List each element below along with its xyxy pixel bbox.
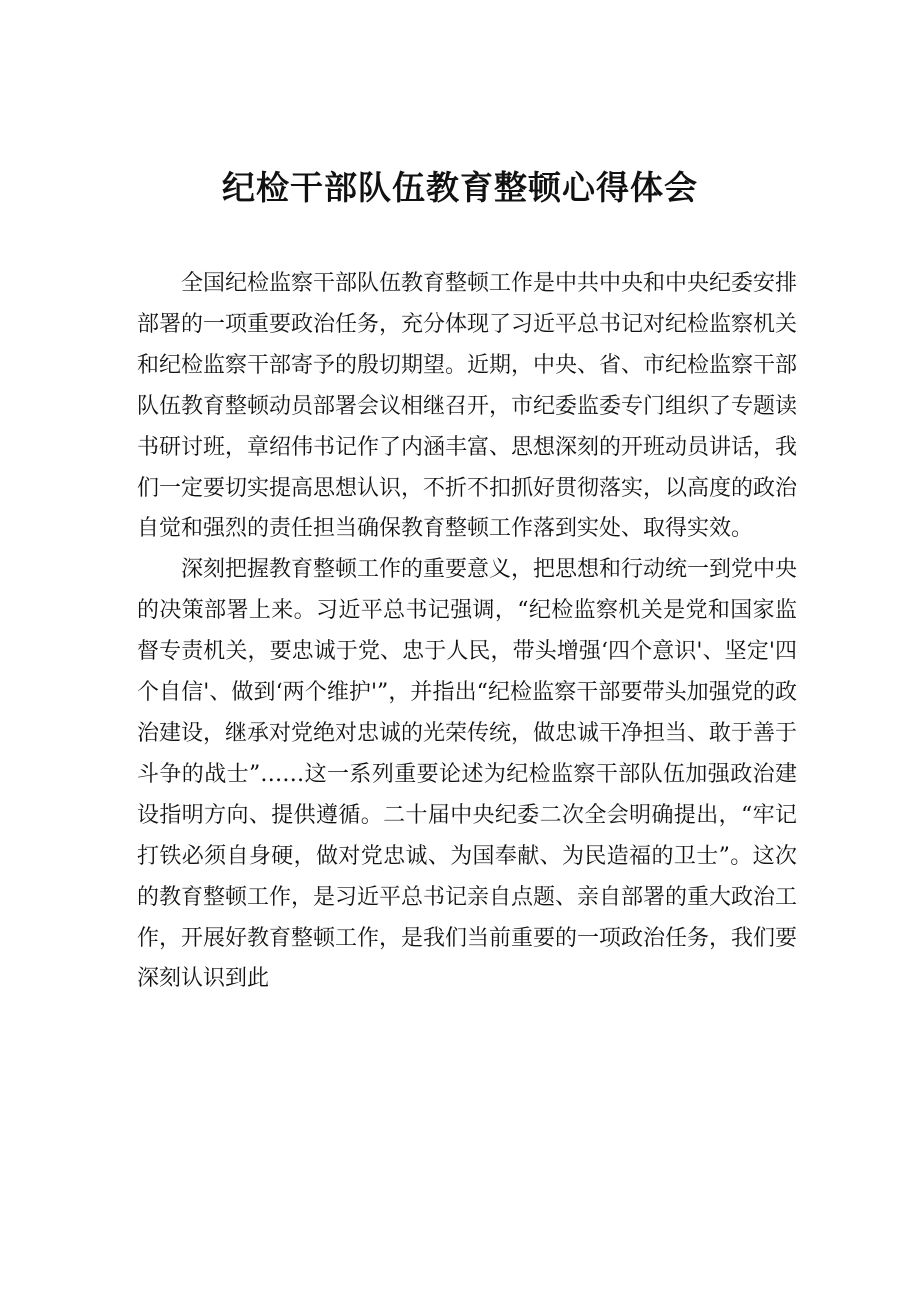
paragraph: 深刻把握教育整顿工作的重要意义，把思想和行动统一到党中央的决策部署上来。习近平总书记强调，“纪检监察机关是党和国家监督专责机关，要忠诚于党、忠于人民，带头增强‘四个意识'、坚定'四个自信'、做到‘两个维护'”，并指出“纪检监察干部要带头加强党的政治建设，继承对党绝对忠诚的光荣传统，做忠诚干净担当、敢于善于斗争的战士”……这一系列重要论述为纪检监察干部队伍加强政治建设指明方向、提供遵循。二十届中央纪委二次全会明确提出，“牢记打铁必须自身硬，做对党忠诚、为国奉献、为民造福的卫士”。这次的教育整顿工作，是习近平总书记亲自点题、亲自部署的重大政治工作，开展好教育整顿工作，是我们当前重要的一项政治任务，我们要深刻认识到此 [137,557,798,992]
paragraph: 全国纪检监察干部队伍教育整顿工作是中共中央和中央纪委安排部署的一项重要政治任务，充分体现了习近平总书记对纪检监察机关和纪检监察干部寄予的殷切期望。近期，中央、省、市纪检监察干部队伍教育整顿动员部署会议相继召开，市纪委监委专门组织了专题读书研讨班，章绍伟书记作了内涵丰富、思想深刻的开班动员讲话，我们一定要切实提高思想认识，不折不扣抓好贯彻落实，以高度的政治自觉和强烈的责任担当确保教育整顿工作落到实处、取得实效。 [137,271,798,542]
document-title: 纪检干部队伍教育整顿心得体会 [222,168,698,207]
document-body [137,264,797,1000]
